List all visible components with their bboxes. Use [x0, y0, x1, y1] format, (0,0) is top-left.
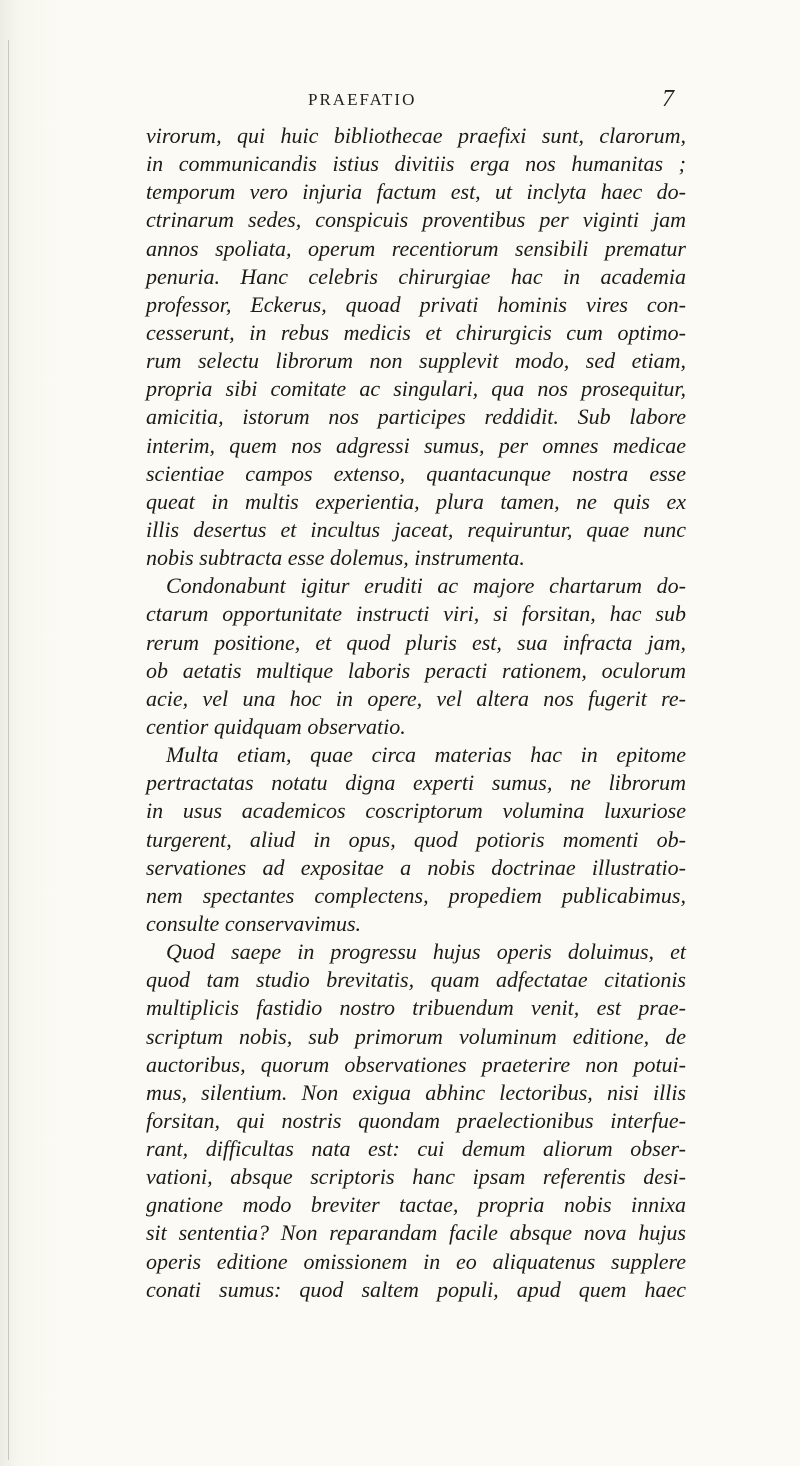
text-line: scientiae campos extenso, quantacunque nostra esse [146, 460, 686, 486]
running-head: PRAEFATIO [308, 90, 417, 109]
text-line: quod tam studio brevitatis, quam adfectatae citationis [146, 967, 686, 993]
text-line: ctrinarum sedes, conspicuis proventibus per viginti jam [146, 207, 686, 233]
body-text [146, 122, 686, 1304]
text-line: Multa etiam, quae circa materias hac in epitome [166, 742, 686, 768]
text-line: gnatione modo breviter tactae, propria nobis innixa [146, 1192, 686, 1218]
text-line: queat in multis experientia, plura tamen, ne quis ex [146, 488, 686, 514]
text-line: illis desertus et incultus jaceat, requiruntur, quae nunc [146, 516, 686, 542]
text-line: ob aetatis multique laboris peracti rationem, oculorum [146, 657, 686, 683]
text-line: interim, quem nos adgressi sumus, per omnes medicae [146, 432, 686, 458]
text-line: Quod saepe in progressu hujus operis doluimus, et [166, 939, 686, 965]
text-line: servationes ad expositae a nobis doctrinae illustratio- [146, 854, 686, 880]
page-header [0, 86, 800, 122]
text-line: penuria. Hanc celebris chirurgiae hac in academia [146, 263, 686, 289]
text-line: cesserunt, in rebus medicis et chirurgicis cum optimo- [146, 319, 686, 345]
text-line: multiplicis fastidio nostro tribuendum venit, est prae- [146, 995, 686, 1021]
text-line: in usus academicos coscriptorum volumina luxuriose [146, 798, 686, 824]
text-line: mus, silentium. Non exigua abhinc lectoribus, nisi illis [146, 1079, 686, 1105]
text-line: propria sibi comitate ac singulari, qua nos prosequitur, [146, 376, 686, 402]
text-line: temporum vero injuria factum est, ut inclyta haec do- [146, 179, 686, 205]
page-edge-shadow [8, 40, 9, 1460]
text-line: virorum, qui huic bibliothecae praefixi sunt, clarorum, [146, 123, 686, 148]
text-line: in communicandis istius divitiis erga nos humanitas ; [146, 151, 686, 177]
page-number: 7 [662, 86, 674, 112]
text-line: scriptum nobis, sub primorum voluminum editione, de [146, 1023, 686, 1049]
text-line: Condonabunt igitur eruditi ac majore chartarum do- [166, 573, 686, 599]
text-line: consulte conservavimus. [146, 910, 362, 936]
text-line: vationi, absque scriptoris hanc ipsam referentis desi- [146, 1164, 686, 1190]
text-line: nem spectantes complectens, propediem publicabimus, [146, 882, 686, 908]
text-line: rum selectu librorum non supplevit modo, sed etiam, [146, 348, 686, 374]
text-line: forsitan, qui nostris quondam praelectionibus interfue- [146, 1107, 686, 1133]
text-line: conati sumus: quod saltem populi, apud quem haec [146, 1276, 686, 1302]
text-line: acie, vel una hoc in opere, vel altera nos fugerit re- [146, 685, 686, 711]
text-line: sit sententia? Non reparandam facile absque nova hujus [146, 1220, 686, 1246]
text-line: turgerent, aliud in opus, quod potioris momenti ob- [146, 826, 686, 852]
text-line: centior quidquam observatio. [146, 713, 406, 739]
text-line: pertractatas notatu digna experti sumus, ne librorum [146, 770, 686, 796]
text-line: amicitia, istorum nos participes reddidit. Sub labore [146, 404, 686, 430]
text-line: nobis subtracta esse dolemus, instrumenta. [146, 545, 525, 571]
text-line: rerum positione, et quod pluris est, sua infracta jam, [146, 629, 686, 655]
text-line: professor, Eckerus, quoad privati hominis vires con- [146, 291, 686, 317]
text-line: auctoribus, quorum observationes praeterire non potui- [146, 1051, 686, 1077]
text-line: operis editione omissionem in eo aliquatenus supplere [146, 1248, 686, 1274]
text-line: rant, difficultas nata est: cui demum aliorum obser- [146, 1136, 686, 1162]
text-line: annos spoliata, operum recentiorum sensibili prematur [146, 235, 686, 261]
text-line: ctarum opportunitate instructi viri, si forsitan, hac sub [146, 601, 686, 627]
